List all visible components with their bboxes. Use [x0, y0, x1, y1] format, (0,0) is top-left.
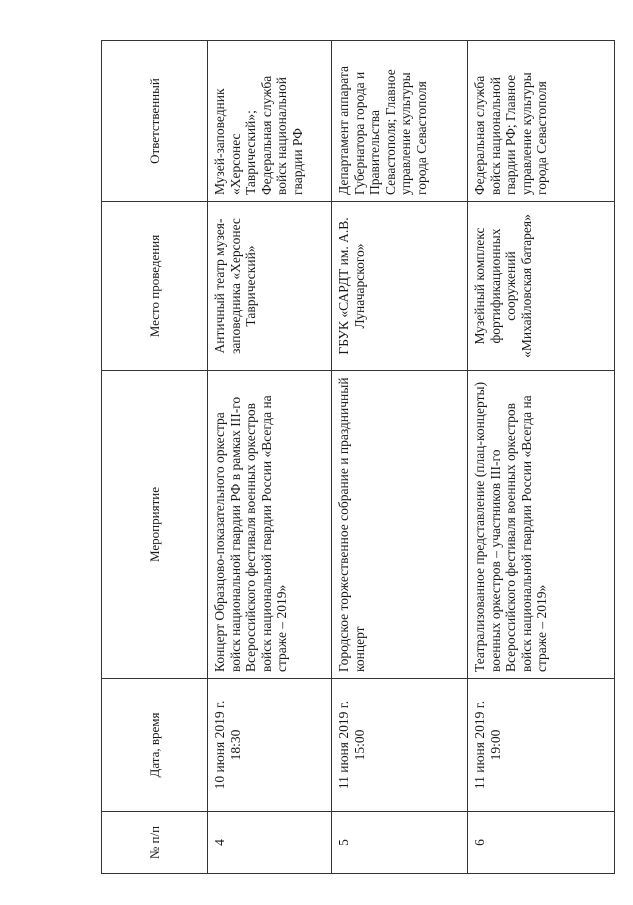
- header-place: Место проведения: [102, 202, 208, 371]
- row-date: [208, 679, 332, 812]
- time-text: 18:30: [227, 729, 243, 761]
- table-row: [468, 41, 615, 874]
- row-number: 4: [208, 812, 332, 874]
- table-row: [332, 41, 468, 874]
- header-responsible: Ответственный: [102, 41, 208, 202]
- time-text: 15:00: [351, 729, 367, 761]
- date-text: 10 июня 2019 г.: [212, 700, 227, 790]
- row-responsible: Департамент аппарата Губернатора города и Правительства Севастополя; Главное управление культуры города Севастополя: [332, 41, 468, 202]
- events-table: [101, 40, 615, 874]
- row-event: Городское торжественное собрание и праздничный концерт: [332, 371, 468, 679]
- row-date: [332, 679, 468, 812]
- row-number: 5: [332, 812, 468, 874]
- row-number: 6: [468, 812, 615, 874]
- table-header-row: [102, 41, 208, 874]
- row-place: Музейный комплекс фортификационных сооружений «Михайловская батарея»: [468, 202, 615, 371]
- header-event: Мероприятие: [102, 371, 208, 679]
- header-date: Дата, время: [102, 679, 208, 812]
- date-text: 11 июня 2019 г.: [336, 700, 351, 790]
- row-place: Античный театр музея-заповедника «Херсонес Таврический»: [208, 202, 332, 371]
- date-text: 11 июня 2019 г.: [472, 700, 487, 790]
- row-event: Театрализованное представление (плац-концерты) военных оркестров – участников III-го Всероссийского фестиваля военных оркестров войск национальной гвардии России «Всегда на страже – 2019»: [468, 371, 615, 679]
- row-place: ГБУК «САРДТ им. А.В. Луначарского»: [332, 202, 468, 371]
- row-date: [468, 679, 615, 812]
- header-no: № п/п: [102, 812, 208, 874]
- row-responsible: Музей-заповедник «Херсонес Таврический»; Федеральная служба войск национальной гвардии РФ: [208, 41, 332, 202]
- time-text: 19:00: [487, 729, 503, 761]
- row-responsible: Федеральная служба войск национальной гвардии РФ; Главное управление культуры города Севастополя: [468, 41, 615, 202]
- rotated-table-wrapper: [101, 41, 614, 874]
- row-event: Концерт Образцово-показательного оркестра войск национальной гвардии РФ в рамках III-го Всероссийского фестиваля военных оркестров войск национальной гвардии России «Всегда на страже – 2019»: [208, 371, 332, 679]
- table-row: [208, 41, 332, 874]
